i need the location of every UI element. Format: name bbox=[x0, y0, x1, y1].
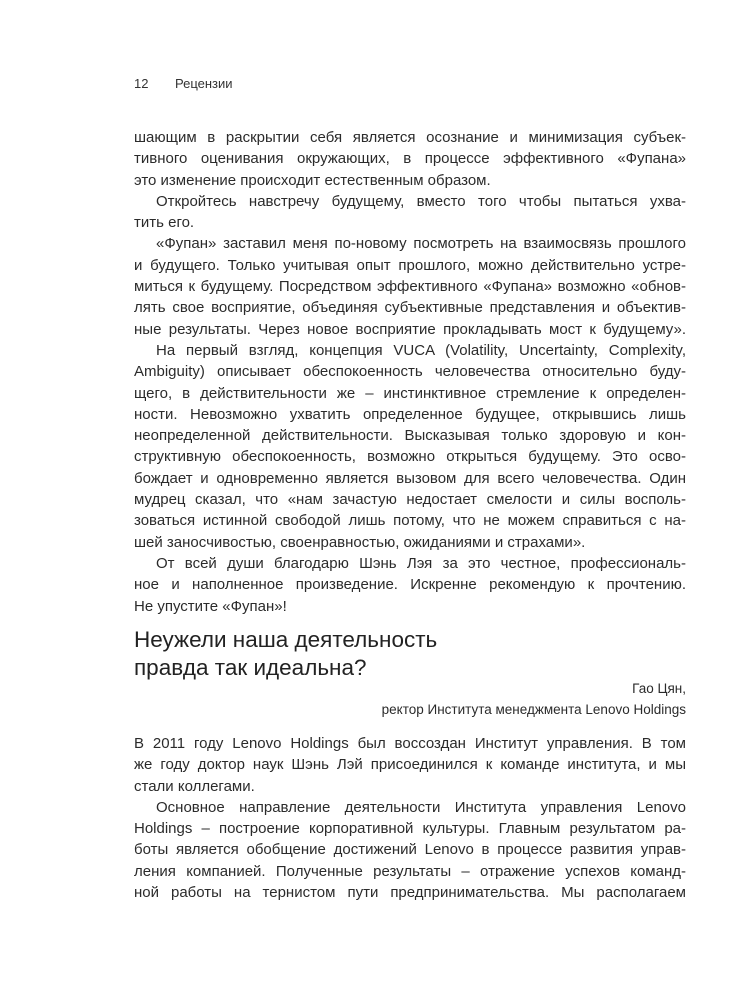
text-line: В 2011 году Lenovo Holdings был воссоздан Институт управления. В том bbox=[134, 735, 686, 752]
text-line: На первый взгляд, концепция VUCA (Volatility, Uncertainty, Complexity, bbox=[156, 341, 686, 359]
text-line: тивного оценивания окружающих, в процессе эффективного «Фупана» bbox=[134, 150, 686, 168]
section-heading bbox=[134, 626, 437, 682]
text-line: Откройтесь навстречу будущему, вместо того чтобы пытаться ухва- bbox=[156, 192, 686, 210]
text-line: щего, в действительности же – инстинктивное стремление к определен- bbox=[134, 384, 686, 402]
text-line: ности. Невозможно ухватить определенное будущее, открывшись лишь bbox=[134, 405, 686, 423]
heading-line: Неужели наша деятельность bbox=[134, 627, 438, 652]
page-number: 12 bbox=[134, 76, 149, 91]
text-line: Не упустите «Фупан»! bbox=[134, 597, 287, 615]
author-signature bbox=[382, 678, 686, 720]
text-line: ные результаты. Через новое восприятие прокладывать мост к будущему». bbox=[134, 320, 686, 338]
text-line: неопределенной действительности. Высказывая только здоровую и кон- bbox=[134, 427, 686, 445]
text-line: же году доктор наук Шэнь Лэй присоединился к команде института, и мы bbox=[134, 756, 686, 774]
text-line: мудрец сказал, что «нам зачастую недостает смелости и силы восполь- bbox=[134, 491, 686, 509]
text-line: это изменение происходит естественным образом. bbox=[134, 171, 491, 189]
text-line: ной работы на тернистом пути предпринимательства. Мы располагаем bbox=[134, 884, 686, 902]
text-line: Ambiguity) описывает обеспокоенность человечества относительно буду- bbox=[134, 363, 686, 381]
author-position: ректор Института менеджмента Lenovo Holdings bbox=[381, 702, 686, 717]
heading-line: правда так идеальна? bbox=[134, 655, 367, 680]
text-line: бождает и одновременно является вызовом для всего человечества. Один bbox=[134, 469, 686, 487]
text-line: ления компанией. Полученные результаты – отражение успехов команд- bbox=[134, 862, 686, 880]
text-line: зоваться истинной свободой лишь потому, что не можем справиться с на- bbox=[134, 512, 686, 530]
text-line: шей заносчивостью, своенравностью, ожиданиями и страхами». bbox=[134, 533, 586, 551]
text-line: боты является обобщение достижений Lenovo в процессе развития управ- bbox=[134, 841, 686, 859]
text-line: миться к будущему. Посредством эффективного «Фупана» возможно «обнов- bbox=[134, 278, 686, 296]
text-line: От всей души благодарю Шэнь Лэя за это честное, профессиональ- bbox=[156, 554, 686, 572]
text-line: структивную обеспокоенность, возможно открыться будущему. Это осво- bbox=[134, 448, 686, 466]
text-line: Holdings – построение корпоративной культуры. Главным результатом ра- bbox=[134, 820, 686, 838]
text-line: шающим в раскрытии себя является осознание и минимизация субъек- bbox=[134, 129, 686, 146]
text-line: тить его. bbox=[134, 214, 195, 232]
author-name: Гао Цян, bbox=[632, 681, 686, 696]
section-title: Рецензии bbox=[175, 76, 233, 91]
text-line: ное и наполненное произведение. Искренне рекомендую к прочтению. bbox=[134, 576, 686, 594]
text-line: лять свое восприятие, объединяя субъективные представления и объектив- bbox=[134, 299, 686, 317]
review-text-2 bbox=[134, 733, 686, 903]
review-text-1 bbox=[134, 127, 686, 617]
text-line: стали коллегами. bbox=[134, 777, 255, 795]
text-line: и будущего. Только учитывая опыт прошлого, можно действительно устре- bbox=[134, 256, 686, 274]
text-line: Основное направление деятельности Института управления Lenovo bbox=[156, 798, 686, 816]
text-line: «Фупан» заставил меня по-новому посмотреть на взаимосвязь прошлого bbox=[156, 235, 686, 253]
